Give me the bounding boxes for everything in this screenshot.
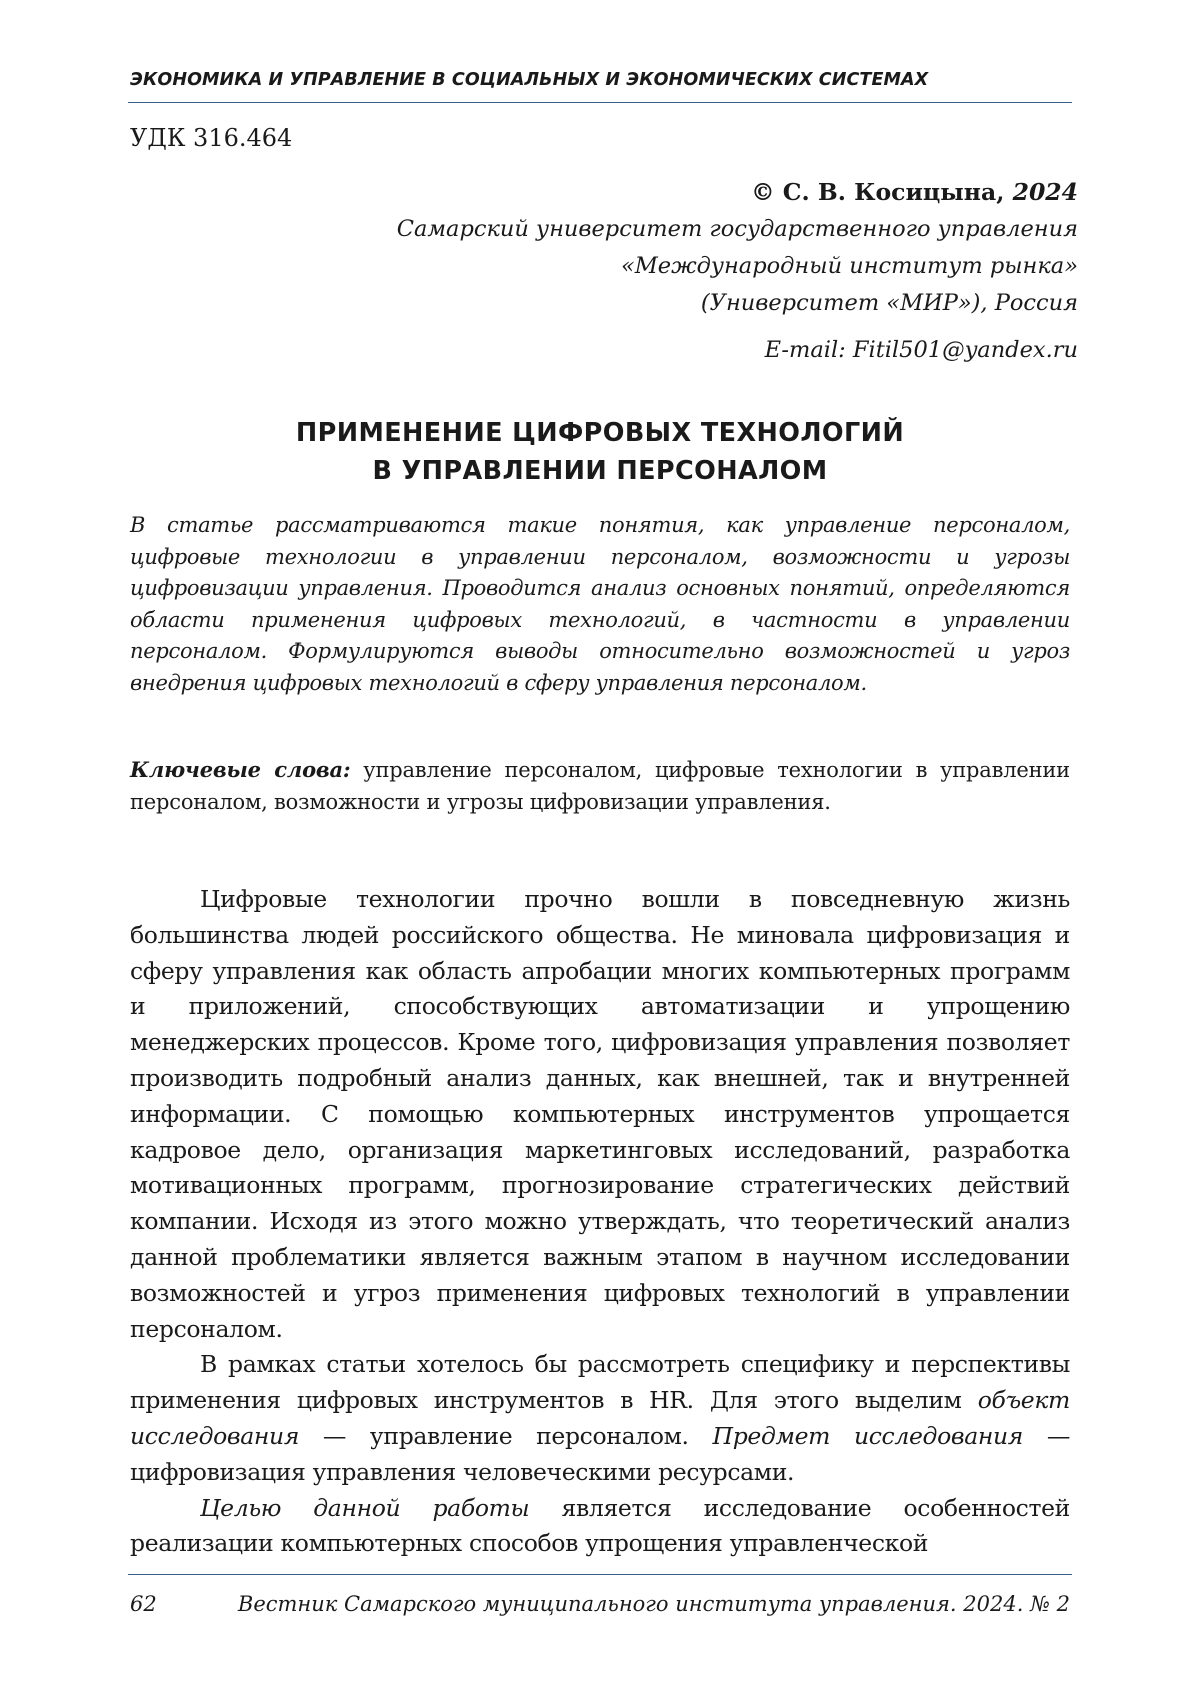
title-line-2: В УПРАВЛЕНИИ ПЕРСОНАЛОМ [130, 452, 1070, 490]
running-head: ЭКОНОМИКА И УПРАВЛЕНИЕ В СОЦИАЛЬНЫХ И ЭКОНОМИЧЕСКИХ СИСТЕМАХ [130, 70, 1070, 90]
journal-page [0, 0, 1200, 1697]
object-of-study: объект исследования [130, 1386, 1070, 1450]
keywords-label: Ключевые слова: [130, 757, 350, 782]
udk-code: УДК 316.464 [130, 124, 292, 152]
subject-of-study: Предмет исследования [713, 1422, 1023, 1450]
journal-citation: Вестник Самарского муниципального института управления. 2024. № 2 [238, 1592, 1070, 1616]
paragraph-2-text: — цифровизация управления человеческими ресурсами. [130, 1422, 1070, 1486]
affiliation-line-1: Самарский университет государственного управления [178, 211, 1078, 248]
paragraph-3 [130, 1491, 1070, 1563]
author-email: E-mail: Fitil501@yandex.ru [178, 332, 1078, 369]
title-line-1: ПРИМЕНЕНИЕ ЦИФРОВЫХ ТЕХНОЛОГИЙ [130, 414, 1070, 452]
page-number: 62 [130, 1592, 157, 1616]
article-body [130, 882, 1070, 1562]
keywords [130, 754, 1070, 818]
header-rule [128, 102, 1072, 103]
paragraph-2-text: В рамках статьи хотелось бы рассмотреть специфику и перспективы применения цифровых инструментов в HR. Для этого выделим [130, 1350, 1070, 1414]
affiliation-line-3: (Университет «МИР»), Россия [178, 285, 1078, 322]
paragraph-2-text: — управление персоналом. [323, 1422, 689, 1450]
article-title [130, 414, 1070, 490]
abstract: В статье рассматриваются такие понятия, как управление персоналом, цифровые технологии в управлении персоналом, возможности и угрозы цифровизации управления. Проводится анализ основных понятий, определяются области применения цифровых технологий, в частности в управлении персоналом. Формулируются выводы относительно возможностей и угроз внедрения цифровых технологий в сферу управления персоналом. [130, 510, 1070, 699]
keywords-text: управление персоналом, цифровые технологии в управлении персоналом, возможности и угрозы цифровизации управления. [130, 758, 1070, 814]
author-block [178, 174, 1078, 369]
author-year: 2024 [1013, 178, 1078, 206]
author-line [178, 174, 1078, 211]
aim-of-work: Целью данной работы [200, 1494, 529, 1522]
paragraph-2 [130, 1347, 1070, 1490]
footer-rule [128, 1574, 1072, 1575]
affiliation-line-2: «Международный институт рынка» [178, 248, 1078, 285]
paragraph-3-text: является исследование особенностей реализации компьютерных способов упрощения управленческой [130, 1494, 1070, 1558]
paragraph-1: Цифровые технологии прочно вошли в повседневную жизнь большинства людей российского общества. Не миновала цифровизация и сферу управления как область апробации многих компьютерных программ и приложений, способствующих автоматизации и упрощению менеджерских процессов. Кроме того, цифровизация управления позволяет производить подробный анализ данных, как внешней, так и внутренней информации. С помощью компьютерных инструментов упрощается кадровое дело, организация маркетинговых исследований, разработка мотивационных программ, прогнозирование стратегических действий компании. Исходя из этого можно утверждать, что теоретический анализ данной проблематики является важным этапом в научном исследовании возможностей и угроз применения цифровых технологий в управлении персоналом. [130, 882, 1070, 1347]
author-name: © С. В. Косицына, [751, 178, 1004, 206]
